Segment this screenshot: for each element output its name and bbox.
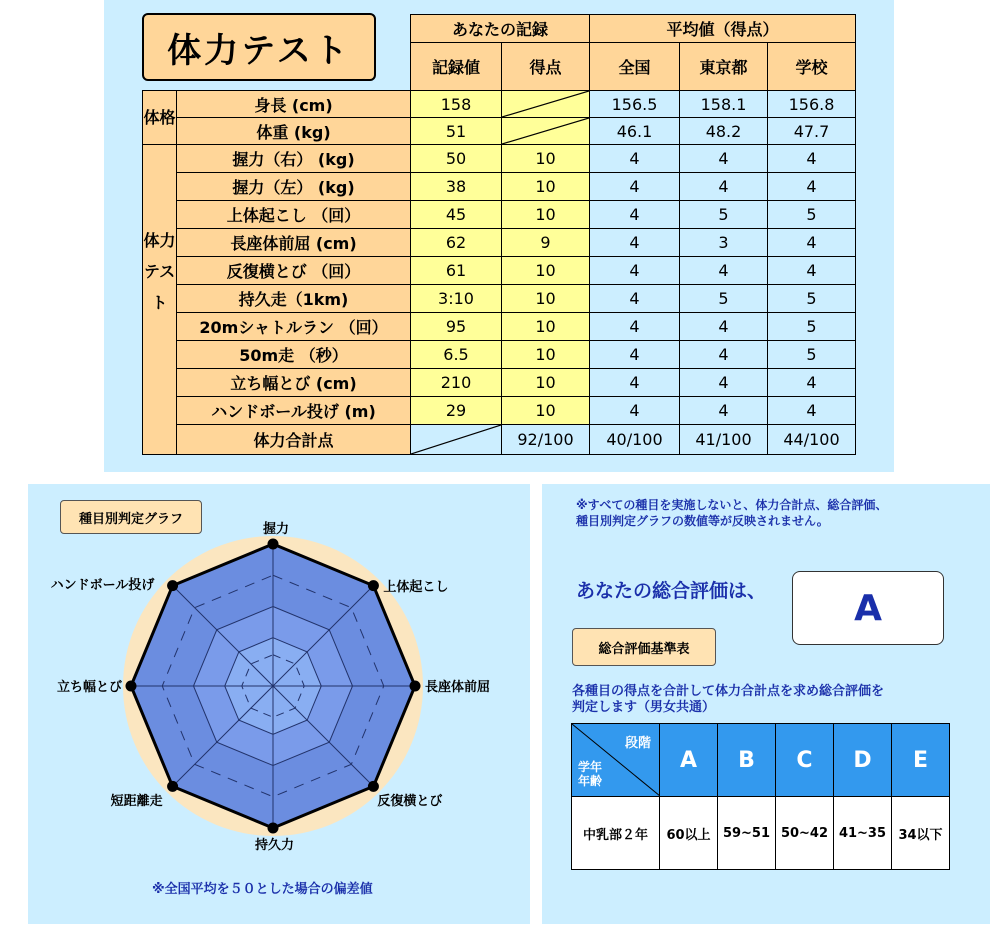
radar-point [410,681,421,692]
fitness-record: 50 [411,145,502,173]
total-record-blank [411,425,502,455]
average-header: 平均値（得点） [590,15,856,43]
criteria-description-line-1: 各種目の得点を合計して体力合計点を求め総合評価を [572,684,885,699]
threshold-D: 41~35 [834,797,892,870]
fitness-record: 38 [411,173,502,201]
fitness-record: 29 [411,397,502,425]
criteria-corner-cell [572,724,660,797]
fitness-tokyo: 5 [680,201,768,229]
table-row [143,369,856,397]
physique-tokyo: 48.2 [680,118,768,145]
physique-item: 身長 (cm) [177,91,411,118]
physique-record: 158 [411,91,502,118]
record-value-header: 記録値 [411,43,502,91]
result-label: あなたの総合評価は、 [576,580,767,602]
fitness-record: 61 [411,257,502,285]
physique-national: 156.5 [590,91,680,118]
criteria-description [572,684,884,716]
fitness-national: 4 [590,145,680,173]
total-national: 40/100 [590,425,680,455]
age-header: 年齢 [578,774,603,788]
radar-axis-label: 長座体前屈 [425,680,491,695]
fitness-item: 立ち幅とび (cm) [177,369,411,397]
criteria-title: 総合評価基準表 [572,628,716,666]
fitness-school: 4 [768,369,856,397]
fitness-score: 10 [502,201,590,229]
radar-axis-label: 立ち幅とび [57,680,123,695]
radar-axis-label: 短距離走 [110,794,163,810]
physique-school: 47.7 [768,118,856,145]
fitness-score: 10 [502,257,590,285]
threshold-C: 50~42 [776,797,834,870]
radar-point [268,823,279,834]
fitness-national: 4 [590,285,680,313]
fitness-item: 50m走 （秒） [177,341,411,369]
criteria-row-label: 中乳部２年 [572,797,660,870]
radar-point [167,781,178,792]
radar-note: ※全国平均を５０とした場合の偏差値 [152,882,373,897]
fitness-item: 持久走（1km) [177,285,411,313]
radar-title: 種目別判定グラフ [60,500,202,534]
fitness-national: 4 [590,369,680,397]
fitness-school: 4 [768,257,856,285]
fitness-tokyo: 4 [680,145,768,173]
fitness-record: 3:10 [411,285,502,313]
overall-grade: A [792,571,944,645]
fitness-school: 5 [768,313,856,341]
physique-tokyo: 158.1 [680,91,768,118]
table-row [143,285,856,313]
radar-axis-label: 上体起こし [383,579,449,595]
physique-record: 51 [411,118,502,145]
fitness-record: 210 [411,369,502,397]
table-row [143,145,856,173]
total-school: 44/100 [768,425,856,455]
fitness-tokyo: 4 [680,257,768,285]
criteria-description-line-2: 判定します（男女共通） [572,700,716,715]
your-record-header: あなたの記録 [411,15,590,43]
fitness-record: 6.5 [411,341,502,369]
physique-school: 156.8 [768,91,856,118]
threshold-A: 60以上 [660,797,718,870]
rank-header: 段階 [624,736,651,751]
total-score: 92/100 [502,425,590,455]
fitness-tokyo: 4 [680,341,768,369]
fitness-score: 10 [502,341,590,369]
table-row [143,201,856,229]
total-row [143,425,856,455]
fitness-tokyo: 4 [680,369,768,397]
fitness-school: 4 [768,229,856,257]
total-label: 体力合計点 [177,425,411,455]
radar-axis-label: 握力 [263,522,290,537]
fitness-national: 4 [590,397,680,425]
fitness-school: 5 [768,201,856,229]
radar-axis-label: 持久力 [255,838,295,853]
grade-C-header: C [776,724,834,797]
fitness-national: 4 [590,257,680,285]
national-header: 全国 [590,43,680,91]
table-row [143,118,856,145]
grade-D-header: D [834,724,892,797]
fitness-item: ハンドボール投げ (m) [177,397,411,425]
fitness-score: 10 [502,173,590,201]
radar-axis-label: 反復横とび [377,794,443,810]
fitness-record: 62 [411,229,502,257]
table-row [143,173,856,201]
fitness-tokyo: 3 [680,229,768,257]
fitness-score: 10 [502,285,590,313]
radar-point [368,580,379,591]
school-header: 学校 [768,43,856,91]
table-row [143,341,856,369]
fitness-tokyo: 4 [680,397,768,425]
fitness-national: 4 [590,173,680,201]
physique-item: 体重 (kg) [177,118,411,145]
fitness-item: 上体起こし （回） [177,201,411,229]
table-row [143,229,856,257]
threshold-B: 59~51 [718,797,776,870]
fitness-national: 4 [590,341,680,369]
fitness-school: 5 [768,285,856,313]
criteria-table [571,723,950,870]
fitness-score: 10 [502,313,590,341]
score-header: 得点 [502,43,590,91]
fitness-item: 20mシャトルラン （回） [177,313,411,341]
fitness-school: 4 [768,397,856,425]
table-row [143,257,856,285]
fitness-school: 4 [768,145,856,173]
fitness-national: 4 [590,229,680,257]
fitness-item: 長座体前屈 (cm) [177,229,411,257]
table-row [143,91,856,118]
physique-national: 46.1 [590,118,680,145]
radar-point [126,681,137,692]
page-title: 体力テスト [142,13,376,81]
table-row [143,313,856,341]
fitness-record: 45 [411,201,502,229]
physique-score-blank [502,91,590,118]
fitness-score: 9 [502,229,590,257]
fitness-score: 10 [502,145,590,173]
radar-point [268,539,279,550]
grade-B-header: B [718,724,776,797]
fitness-record: 95 [411,313,502,341]
total-tokyo: 41/100 [680,425,768,455]
fitness-tokyo: 4 [680,313,768,341]
fitness-item: 反復横とび （回） [177,257,411,285]
table-row [143,397,856,425]
grade-A-header: A [660,724,718,797]
physique-score-blank [502,118,590,145]
radar-axis-label: ハンドボール投げ [50,577,155,593]
grade-header: 学年 [578,760,603,774]
category-fitness: 体力テスト [143,145,177,455]
grade-age-header [578,760,602,788]
notice-line-2: 種目別判定グラフの数値等が反映されません。 [576,514,829,528]
fitness-national: 4 [590,201,680,229]
fitness-score: 10 [502,397,590,425]
fitness-school: 5 [768,341,856,369]
fitness-national: 4 [590,313,680,341]
category-physique: 体格 [143,91,177,145]
tokyo-header: 東京都 [680,43,768,91]
radar-point [167,580,178,591]
notice [576,497,887,529]
fitness-school: 4 [768,173,856,201]
fitness-item: 握力（左） (kg) [177,173,411,201]
radar-chart [28,484,530,924]
grade-E-header: E [892,724,950,797]
fitness-item: 握力（右） (kg) [177,145,411,173]
threshold-E: 34以下 [892,797,950,870]
fitness-score: 10 [502,369,590,397]
fitness-tokyo: 5 [680,285,768,313]
fitness-tokyo: 4 [680,173,768,201]
notice-line-1: ※すべての種目を実施しないと、体力合計点、総合評価、 [576,498,888,512]
